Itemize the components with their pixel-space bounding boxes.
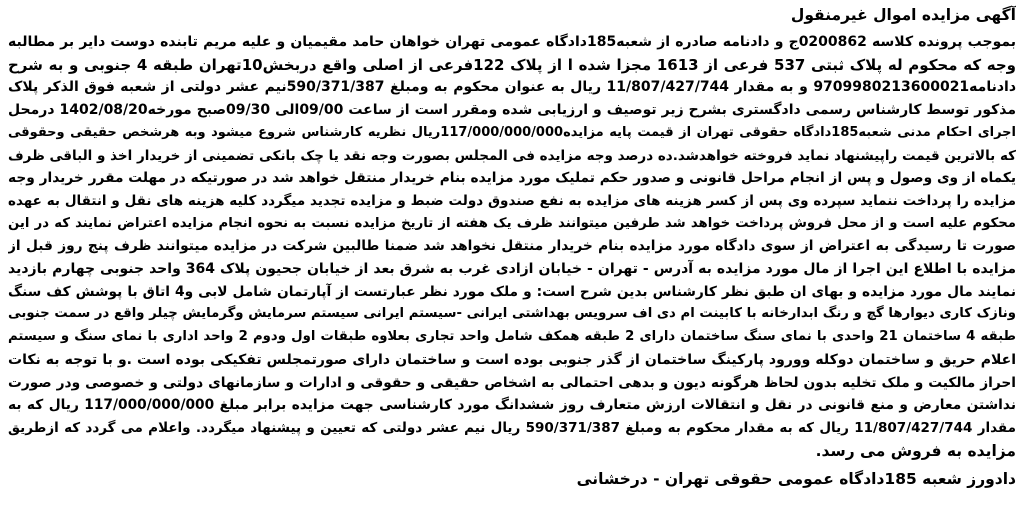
- notice-line: مزایده با اطلاع این اجرا از مال مورد مزایده به آدرس - تهران - خیابان ازادی غرب به شرق بعد از خیابان جحیون پلاک 364 واحد جنوبی چهارم بازدید: [8, 261, 1016, 278]
- notice-line: مقدار 11/807/427/744 ریال که به مقدار محکوم به ومبلغ 590/371/387 ریال نیم عشر دولتی که تعیین و پیشنهاد میگردد. واعلام می گردد که ازطریق: [8, 419, 1016, 436]
- notice-line: نمایند مال مورد مزایده و بهای ان طبق نظر کارشناس بدین شرح است: و ملک مورد نظر عبارتست از آپارتمان شامل لابی و4 اتاق با پوشش کف سنگ: [8, 283, 1016, 300]
- notice-line: محکوم علیه است و از محل فروش پرداخت خواهد شد طرفین میتوانند ظرف یک هفته از تاریخ مزایده نسبت به نحوه انجام مزایده اعتراض نمایند که در این: [8, 215, 1016, 231]
- notice-line: اجرای احکام مدنی شعبه185دادگاه حقوقی تهران از قیمت پایه مزایده117/000/000/000ریال نظریه کارشناس شروع میشود وبه هرشخص حقیقی وحقوقی: [8, 124, 1016, 140]
- notice-body: [8, 31, 1016, 462]
- notice-line: بموجب پرونده کلاسه 0200862ج و دادنامه صادره از شعبه185دادگاه عمومی تهران خواهان حامد مقیمیان و علیه مریم تابنده دوست دایر بر مطالبه: [8, 34, 1016, 50]
- notice-line: دادنامه9709980213600021 و به مقدار 11/807/427/744 ریال به عنوان محکوم به ومبلغ 590/371/387نیم عشر دولتی از شعبه فوق الذکر پلاک: [8, 79, 1016, 96]
- notice-line: نداشتن معارض و منع قانونی در نقل و انتقالات ارزش متعارف روز ششدانگ مورد کارشناسی جهت مزایده برابر مبلغ 117/000/000/000 ریال که به: [8, 397, 1016, 414]
- notice-signature: دادورز شعبه 185دادگاه عمومی حقوقی تهران - درخشانی: [576, 470, 1016, 489]
- notice-line: اعلام حریق و ساختمان دوکله وورود پارکینگ ساختمان از گذر جنوبی بوده است و ساختمان دارای صورتمجلس تفکیکی بوده است .و با توجه به نکات: [8, 351, 1016, 368]
- notice-line: که بالاترین قیمت راپیشنهاد نماید فروخته خواهدشد.ده درصد وجه مزایده فی المجلس بصورت وجه نقد یا چک بانکی تضمینی از خریدار اخذ و الباقی ظرف: [8, 147, 1016, 164]
- notice-line: وجه که محکوم له پلاک ثبتی 537 فرعی از 1613 مجزا شده ا از پلاک 122فرعی از اصلی واقع دربخش10تهران طبقه 4 جنوبی و به شرح: [8, 55, 1016, 74]
- notice-title: آگهی مزایده اموال غیرمنقول: [790, 6, 1016, 24]
- notice-line: یکماه از وی وصول و پس از انجام مراحل قانونی و صدور حکم تملیک مورد مزایده بنام خریدار منتقل خواهد شد در صورتیکه در مهلت مقرر خریدار وجه: [8, 170, 1016, 187]
- notice-line: مزایده را پرداخت ننماید سپرده وی پس از کسر هزینه های مزایده به نفع صندوق دولت ضبط و مزایده تجدید میگردد کلیه هزینه های نقل و انتقال به عهده: [8, 192, 1016, 209]
- notice-line: مذکور توسط کارشناس رسمی دادگستری بشرح زیر توصیف و ارزیابی شده ومقرر است از ساعت 09/00الی 09/30صبح مورخه1402/08/20 درمحل: [8, 102, 1016, 119]
- auction-notice: [8, 4, 1016, 523]
- notice-line: مزایده به فروش می رسد.: [815, 441, 1016, 460]
- notice-line: صورت تا رسیدگی به اعتراض از سوی دادگاه مورد مزایده بنام خریدار منتقل نخواهد شد ضمنا طالبین شرکت در مزایده میتوانند ظرف پنج روز قبل از: [8, 238, 1016, 255]
- notice-line: احراز مالکیت و ملک تخلیه بدون لحاظ هرگونه دیون و بدهی احتمالی به اشخاص حقیقی و حقوقی و ادارات و سازمانهای دولتی و خصوصی ودر صورت: [8, 374, 1016, 391]
- notice-line: ونازک کاری دیوارها گچ و رنگ ابدارخانه با کابینت ام دی اف سرویس بهداشتی ایرانی -سیستم ایرانی سیستم سرمایش وگرمایش چیلر واقع در سمت جنوبی: [8, 306, 1016, 322]
- notice-line: طبقه 4 ساختمان 21 واحدی با نمای سنگ ساختمان دارای 2 طبقه همکف شامل واحد تجاری بعلاوه طبقات اول ودوم 2 واحد اداری با نمای سنگ و سیستم: [8, 329, 1016, 345]
